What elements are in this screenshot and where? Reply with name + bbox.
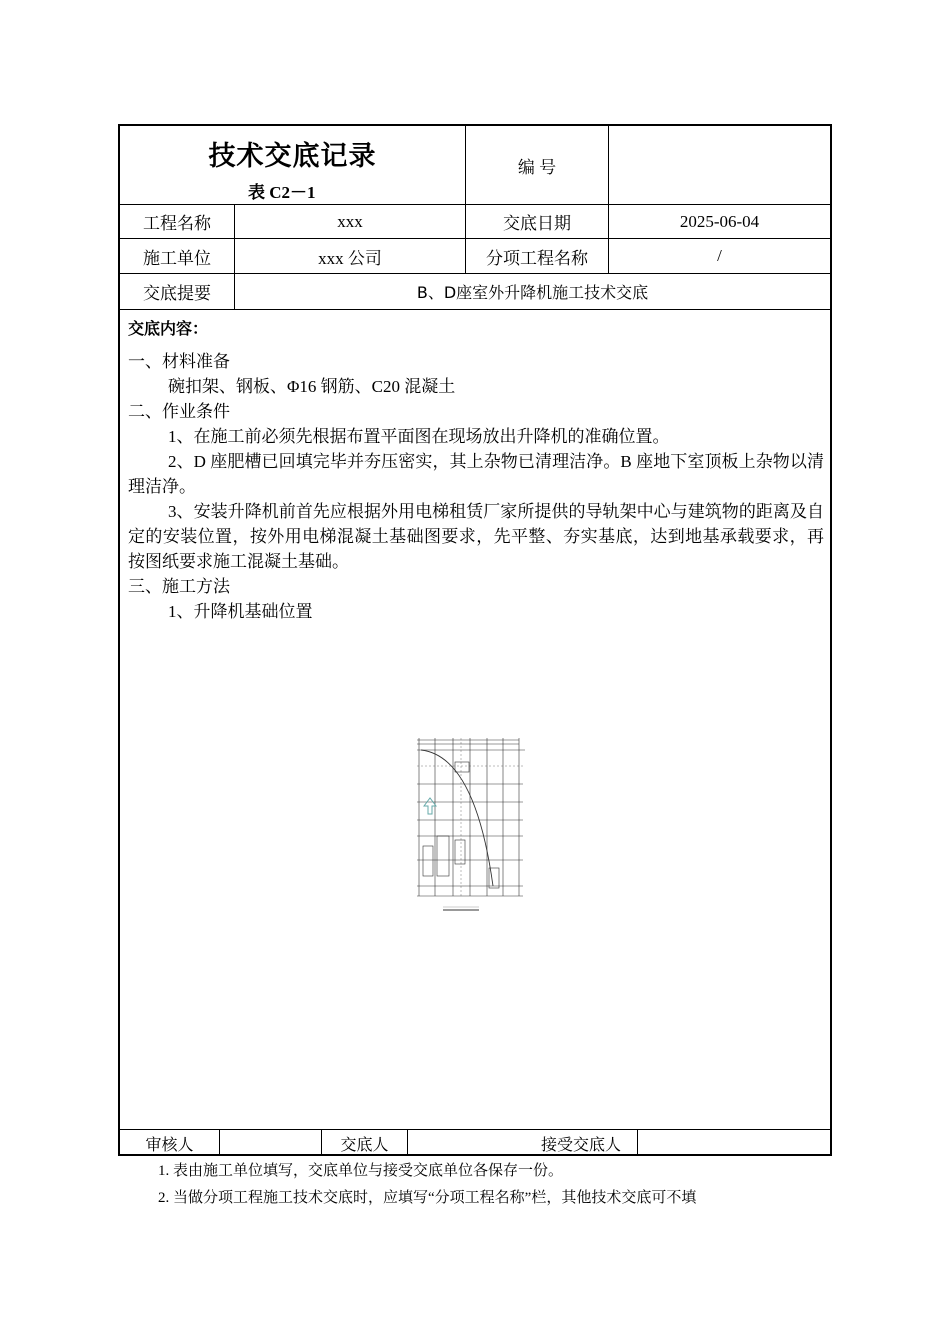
date-label: 交底日期	[503, 214, 571, 233]
footnote-2: 2. 当做分项工程施工技术交底时，应填写“分项工程名称”栏，其他技术交底可不填	[158, 1190, 697, 1206]
row-divider	[120, 309, 830, 310]
section-method-title: 三、施工方法	[128, 577, 230, 596]
method-item-1: 1、升降机基础位置	[168, 602, 313, 621]
conditions-item-1: 1、在施工前必须先根据布置平面图在现场放出升降机的准确位置。	[168, 427, 670, 446]
receiver-signature[interactable]	[638, 1130, 830, 1156]
section-materials-title: 一、材料准备	[128, 352, 230, 371]
content-heading: 交底内容：	[128, 319, 209, 338]
conditions-item-2: 2、D 座肥槽已回填完毕并夯压密实，其上杂物已清理洁净。B 座地下室顶板上杂物以清理洁净。	[128, 452, 824, 496]
presenter-label: 交底人	[340, 1136, 389, 1154]
briefing-content	[128, 316, 824, 624]
subproject-label: 分项工程名称	[486, 248, 588, 268]
reviewer-label: 审核人	[145, 1136, 194, 1154]
receiver-label: 接受交底人	[540, 1136, 621, 1154]
project-name-label: 工程名称	[143, 214, 211, 233]
summary-label: 交底提要	[143, 284, 211, 303]
reviewer-signature[interactable]	[220, 1130, 321, 1156]
footnote-1: 1. 表由施工单位填写，交底单位与接受交底单位各保存一份。	[158, 1163, 564, 1179]
footnotes	[158, 1158, 696, 1212]
subproject-value[interactable]: /	[717, 246, 722, 265]
hoist-foundation-site-plan-image	[415, 736, 525, 916]
date-value[interactable]: 2025-06-04	[679, 211, 760, 231]
number-label: 编 号	[517, 157, 557, 177]
construction-unit-value[interactable]: xxx 公司	[318, 248, 382, 268]
construction-unit-label: 施工单位	[143, 248, 211, 268]
section-conditions-title: 二、作业条件	[128, 402, 230, 421]
form-title: 技术交底记录	[208, 141, 377, 172]
conditions-item-3: 3、安装升降机前首先应根据外用电梯租赁厂家所提供的导轨架中心与建筑物的距离及自定的安装位置，按外用电梯混凝土基础图要求，先平整、夯实基底，达到地基承载要求，再按图纸要求施工混凝土基础。	[128, 502, 824, 571]
project-name-value[interactable]: xxx	[337, 211, 363, 231]
number-value[interactable]	[609, 126, 830, 204]
form-code: 表 C2－1	[248, 183, 316, 202]
technical-briefing-form	[118, 124, 832, 1156]
section-materials-body: 碗扣架、钢板、Φ16 钢筋、C20 混凝土	[168, 377, 456, 396]
summary-value[interactable]: B、D座室外升降机施工技术交底	[416, 283, 649, 302]
